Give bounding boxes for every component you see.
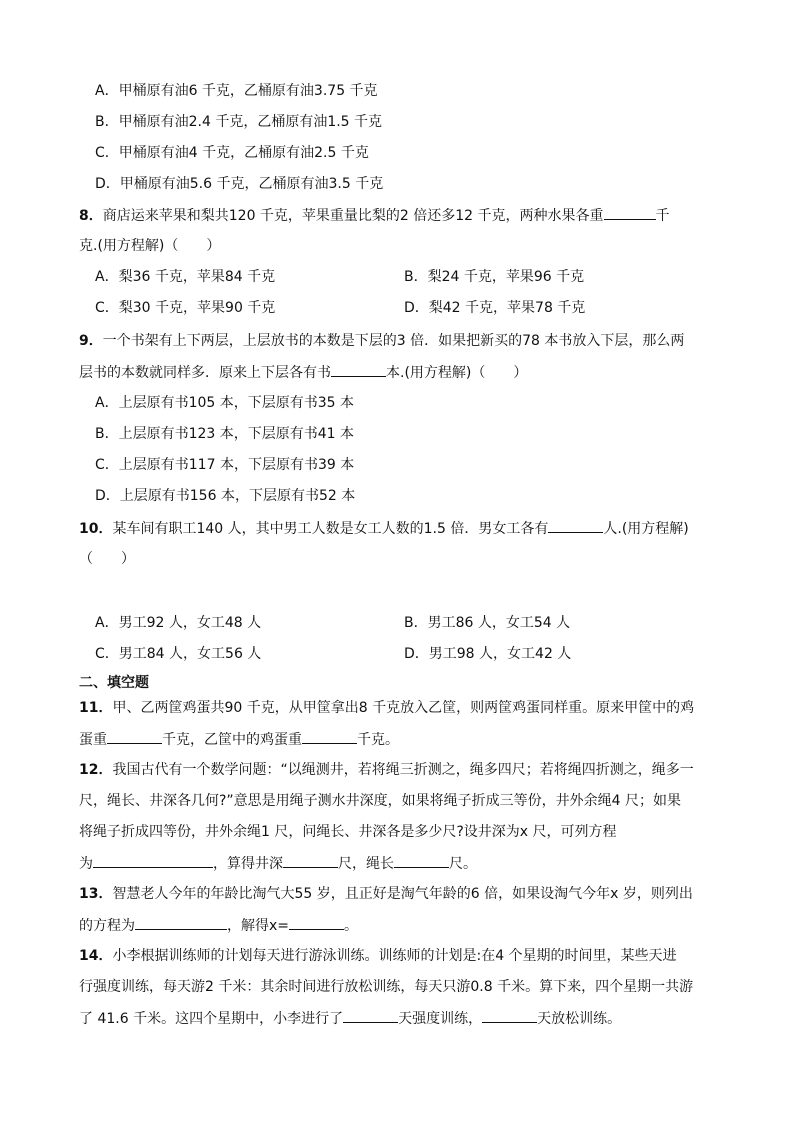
q9-option-a: A．上层原有书105 本，下层原有书35 本 [95, 395, 355, 411]
q9-blank[interactable] [331, 362, 386, 377]
q14-text1: 小李根据训练师的计划每天进行游泳训练。训练师的计划是:在4 个星期的时间里，某些天进 [112, 948, 677, 964]
q11-blank-1[interactable] [107, 729, 162, 744]
q11-text2a: 蛋重 [79, 732, 107, 748]
q8-option-d: D．梨42 千克，苹果78 千克 [404, 300, 586, 316]
q9-number: 9． [79, 333, 103, 349]
q8-number: 8． [79, 208, 103, 224]
q8-line1 [79, 205, 670, 226]
q12-line4 [79, 853, 477, 874]
q13-line2 [79, 915, 358, 936]
q12-text1: 我国古代有一个数学问题：“以绳测井，若将绳三折测之，绳多四尺；若将绳四折测之，绳多一 [112, 762, 694, 778]
q11-line1 [79, 698, 694, 718]
q9-text1: 一个书架有上下两层，上层放书的本数是下层的3 倍．如果把新买的78 本书放入下层，那么两 [102, 333, 685, 349]
q13-text1: 智慧老人今年的年龄比淘气大55 岁，且正好是淘气年龄的6 倍，如果设淘气今年x 岁，则列出 [112, 886, 693, 902]
q12-blank-2[interactable] [283, 853, 338, 868]
q9-line1 [79, 331, 684, 351]
q13-blank-1[interactable] [135, 915, 227, 930]
q12-blank-3[interactable] [394, 853, 449, 868]
q14-blank-2[interactable] [482, 1008, 537, 1023]
q11-text2c: 千克。 [357, 732, 399, 748]
q12-blank-1[interactable] [93, 853, 213, 868]
q14-text3a: 了 41.6 千米。这四个星期中，小李进行了 [79, 1011, 344, 1027]
q7-option-d: D．甲桶原有油5.6 千克，乙桶原有油3.5 千克 [95, 176, 384, 192]
q11-text1: 甲、乙两筐鸡蛋共90 千克，从甲筐拿出8 千克放入乙筐，则两筐鸡蛋同样重。原来甲筐中的鸡 [112, 700, 695, 716]
q11-line2 [79, 729, 399, 750]
q11-text2b: 千克，乙筐中的鸡蛋重 [162, 732, 302, 748]
q7-option-b: B．甲桶原有油2.4 千克，乙桶原有油1.5 千克 [95, 114, 383, 130]
section-title-fill-in: 二、填空题 [79, 675, 149, 691]
q14-number: 14． [79, 948, 113, 964]
q12-line2: 尺，绳长、井深各几何?”意思是用绳子测水井深度，如果将绳子折成三等份，井外余绳4 尺；如果 [79, 793, 682, 809]
q10-text1: 某车间有职工140 人，其中男工人数是女工人数的1.5 倍．男女工各有 [112, 521, 549, 537]
q8-blank[interactable] [604, 205, 656, 220]
q10-line1 [79, 518, 689, 539]
q13-text2b: ，解得x= [227, 918, 290, 934]
q9-option-b: B．上层原有书123 本，下层原有书41 本 [95, 426, 355, 442]
q13-text2a: 的方程为 [79, 918, 135, 934]
q13-text2c: 。 [344, 918, 359, 934]
q12-text4d: 尺。 [449, 856, 477, 872]
q10-number: 10． [79, 521, 113, 537]
q12-line1 [79, 760, 694, 780]
q8-line2: 克.(用方程解)（ ） [79, 238, 221, 254]
q13-line1 [79, 884, 693, 904]
q9-text2: 层书的本数就同样多．原来上下层各有书 [79, 365, 331, 381]
q12-number: 12． [79, 762, 113, 778]
q12-text4b: ，算得井深 [213, 856, 283, 872]
q10-option-a: A．男工92 人，女工48 人 [95, 615, 262, 631]
q8-option-b: B．梨24 千克，苹果96 千克 [404, 269, 585, 285]
q14-line3 [79, 1008, 621, 1029]
q14-line1 [79, 946, 677, 966]
q9-option-c: C．上层原有书117 本，下层原有书39 本 [95, 457, 355, 473]
q10-line2: （ ） [79, 551, 135, 567]
q9-text2-tail: 本.(用方程解)（ ） [386, 365, 528, 381]
q10-text1-tail: 人.(用方程解) [603, 521, 689, 537]
q8-option-c: C．梨30 千克，苹果90 千克 [95, 300, 276, 316]
q10-option-b: B．男工86 人，女工54 人 [404, 615, 571, 631]
q12-line3: 将绳子折成四等份，井外余绳1 尺，问绳长、井深各是多少尺?设井深为x 尺，可列方程 [79, 824, 617, 840]
q13-number: 13． [79, 886, 113, 902]
q14-blank-1[interactable] [343, 1008, 398, 1023]
q7-option-c: C．甲桶原有油4 千克，乙桶原有油2.5 千克 [95, 145, 369, 161]
q14-text3b: 天强度训练， [398, 1011, 483, 1027]
q9-line2 [79, 362, 527, 383]
q14-line2: 行强度训练，每天游2 千米：其余时间进行放松训练，每天只游0.8 千米。算下来，四个星期一共游 [79, 979, 694, 995]
q12-text4a: 为 [79, 856, 93, 872]
q11-blank-2[interactable] [302, 729, 357, 744]
q8-text1: 商店运来苹果和梨共120 千克，苹果重量比梨的2 倍还多12 千克，两种水果各重 [102, 208, 604, 224]
q7-option-a: A．甲桶原有油6 千克，乙桶原有油3.75 千克 [95, 83, 378, 99]
q10-option-d: D．男工98 人，女工42 人 [404, 646, 572, 662]
q8-text1-tail: 千 [655, 208, 670, 224]
q9-option-d: D．上层原有书156 本，下层原有书52 本 [95, 488, 356, 504]
q13-blank-2[interactable] [289, 915, 344, 930]
q14-text3c: 天放松训练。 [537, 1011, 622, 1027]
q12-text4c: 尺，绳长 [338, 856, 394, 872]
q8-option-a: A．梨36 千克，苹果84 千克 [95, 269, 276, 285]
q10-blank[interactable] [548, 518, 603, 533]
q11-number: 11． [79, 700, 113, 716]
q10-option-c: C．男工84 人，女工56 人 [95, 646, 262, 662]
